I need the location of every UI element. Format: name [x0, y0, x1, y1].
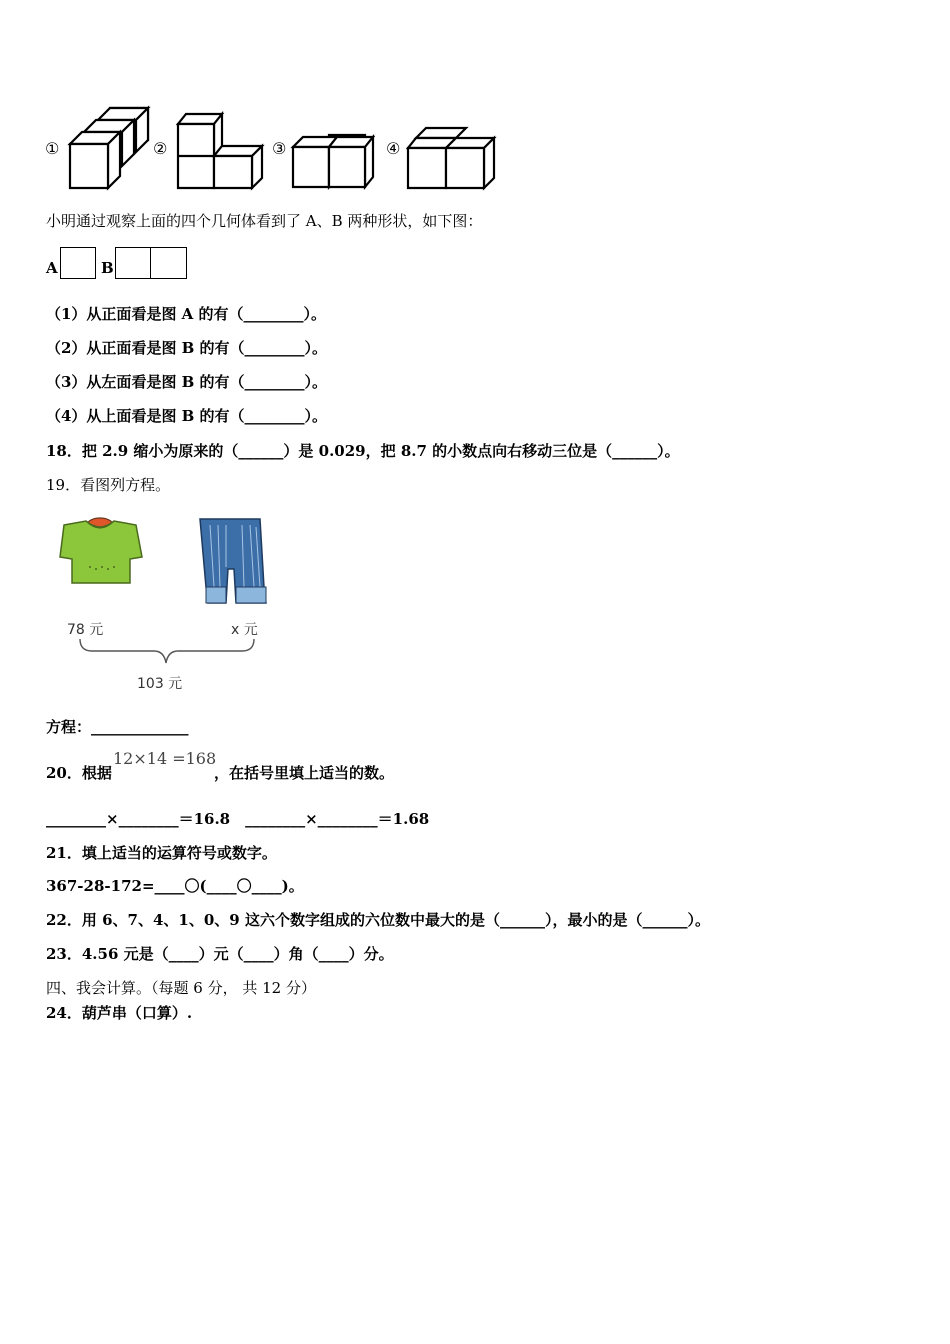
cube-figure-4 — [406, 126, 498, 192]
intro-text: 小明通过观察上面的四个几何体看到了 A、B 两种形状，如下图： — [46, 212, 483, 230]
shirt-icon — [56, 517, 146, 589]
sub-question-3: （3）从左面看是图 B 的有（________）。 — [46, 373, 328, 391]
shape-b-square-1 — [115, 247, 151, 279]
question-19: 19．看图列方程。 — [46, 476, 171, 494]
q20-formula: 12×14 =168 — [113, 749, 217, 768]
pants-icon — [196, 517, 270, 607]
sub-question-4: （4）从上面看是图 B 的有（________）。 — [46, 407, 328, 425]
figure-label-2: ② — [153, 139, 168, 158]
question-21: 21．填上适当的运算符号或数字。 — [46, 844, 277, 862]
question-23: 23．4.56 元是（____）元（____）角（____）分。 — [46, 945, 394, 963]
sub-question-1: （1）从正面看是图 A 的有（________）。 — [46, 305, 327, 323]
shape-a-label: A — [46, 259, 58, 277]
equation-answer: 方程：_____________ — [46, 718, 189, 736]
sub-question-2: （2）从正面看是图 B 的有（________）。 — [46, 339, 328, 357]
total-brace — [78, 637, 258, 669]
question-22: 22．用 6、7、4、1、0、9 这六个数字组成的六位数中最大的是（______），最小的是（______）。 — [46, 911, 710, 929]
question-20-prefix: 20．根据 — [46, 764, 112, 782]
shape-b-square-2 — [150, 247, 187, 279]
pants-price: x 元 — [231, 622, 258, 638]
total-price: 103 元 — [137, 676, 183, 692]
cube-figure-3 — [291, 133, 377, 191]
section-4-heading: 四、我会计算。（每题 6 分， 共 12 分） — [46, 979, 316, 997]
shape-b-label: B — [101, 259, 114, 277]
figure-label-1: ① — [45, 139, 60, 158]
figure-label-3: ③ — [272, 139, 287, 158]
question-21-expression: 367-28-172=____〇(____〇____)。 — [46, 877, 304, 895]
shape-a-square — [60, 247, 96, 279]
question-18: 18．把 2.9 缩小为原来的（______）是 0.029，把 8.7 的小数点向右移动三位是（______）。 — [46, 442, 680, 460]
cube-figure-2 — [176, 112, 266, 192]
figure-label-4: ④ — [386, 139, 401, 158]
shirt-price: 78 元 — [67, 622, 104, 638]
question-24: 24．葫芦串（口算）. — [46, 1004, 193, 1022]
question-20-suffix: ，在括号里填上适当的数。 — [214, 764, 395, 782]
question-20-blanks: ________×________＝16.8 ________×________＝1.68 — [46, 810, 430, 828]
cube-figure-1 — [68, 108, 150, 190]
